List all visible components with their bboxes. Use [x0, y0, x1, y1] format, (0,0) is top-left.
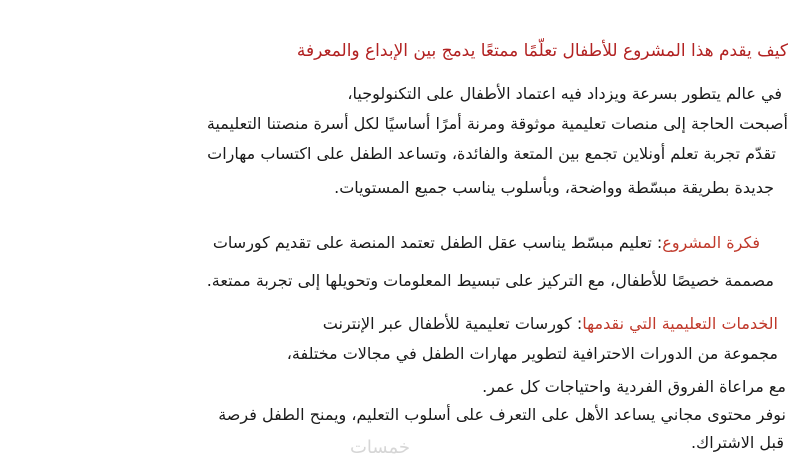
idea-line-2: مصممة خصيصًا للأطفال، مع التركيز على تبسيط المعلومات وتحويلها إلى تجربة ممتعة. — [206, 271, 774, 290]
idea-label: فكرة المشروع — [662, 233, 760, 252]
intro-line-3: تقدّم تجربة تعلم أونلاين تجمع بين المتعة والفائدة، وتساعد الطفل على اكتساب مهارات — [207, 144, 776, 163]
idea-paragraph-line-1 — [213, 232, 760, 254]
intro-line-4: جديدة بطريقة مبسّطة وواضحة، وبأسلوب يناسب جميع المستويات. — [334, 178, 774, 197]
services-paragraph-line-1 — [323, 313, 778, 335]
services-line-4: نوفر محتوى مجاني يساعد الأهل على التعرف على أسلوب التعليم، ويمنح الطفل فرصة — [218, 405, 786, 424]
services-label: الخدمات التعليمية التي نقدمها — [582, 314, 778, 333]
intro-line-2: أصبحت الحاجة إلى منصات تعليمية موثوقة ومرنة أمرًا أساسيًا لكل أسرة منصتنا التعليمية — [206, 114, 788, 133]
services-line-5: قبل الاشتراك. — [690, 433, 784, 452]
services-line-3: مع مراعاة الفروق الفردية واحتياجات كل عمر. — [482, 377, 786, 396]
services-line-2: مجموعة من الدورات الاحترافية لتطوير مهارات الطفل في مجالات مختلفة، — [286, 344, 778, 363]
khamsat-watermark: خمسات — [349, 437, 411, 458]
services-text-1: : كورسات تعليمية للأطفال عبر الإنترنت — [322, 314, 583, 333]
idea-text-1: : تعليم مبسّط يناسب عقل الطفل تعتمد المنصة على تقديم كورسات — [212, 233, 663, 252]
document-title: كيف يقدم هذا المشروع للأطفال تعلّمًا ممتعًا يدمج بين الإبداع والمعرفة — [296, 41, 788, 61]
intro-line-1: في عالم يتطور بسرعة ويزداد فيه اعتماد الأطفال على التكنولوجيا، — [347, 84, 782, 103]
